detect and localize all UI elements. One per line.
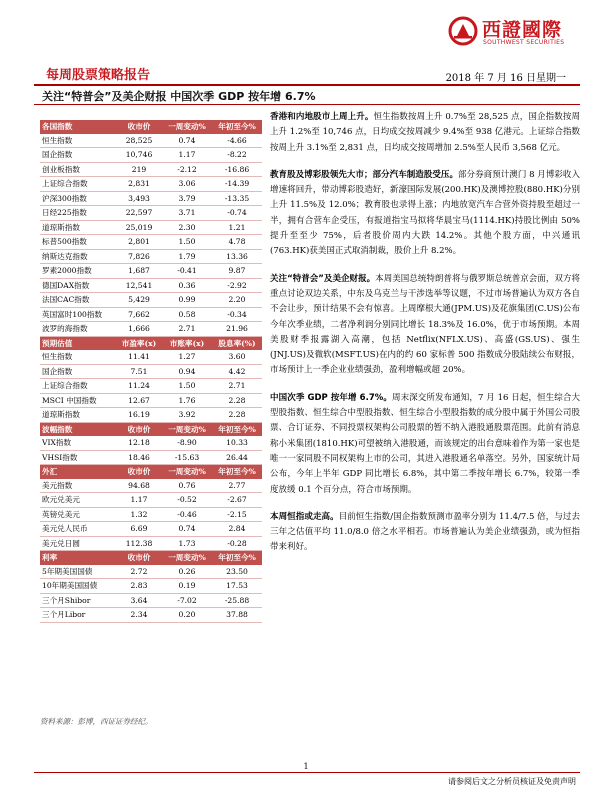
cell-value: 12.67 bbox=[116, 393, 162, 408]
paragraph-sector-moves bbox=[270, 168, 580, 260]
cell-value: 12,541 bbox=[116, 278, 162, 293]
table-row bbox=[40, 493, 262, 508]
report-name: 每周股票策略报告 bbox=[46, 68, 151, 83]
table-row bbox=[40, 206, 262, 221]
cell-value: 2.30 bbox=[162, 220, 212, 235]
table-row bbox=[40, 565, 262, 579]
cell-value: 0.58 bbox=[162, 307, 212, 322]
row-label: 三个月Libor bbox=[40, 608, 116, 623]
row-label: 上证综合指数 bbox=[40, 177, 116, 192]
cell-value: 2.77 bbox=[212, 479, 262, 493]
paragraph-body: 目前恒生指数/国企指数预测市盈率分别为 11.4/7.5 倍，与过去三年之估值平均 11.0/8.0 倍之水平相若。市场普遍认为美企业绩强劲，或为恒指带来利好。 bbox=[270, 511, 580, 553]
paragraph-title: 香港和内地股市上周上升。 bbox=[270, 112, 374, 122]
report-date: 2018 年 7 月 16 日星期一 bbox=[445, 73, 566, 84]
cell-value: 2.34 bbox=[116, 608, 162, 623]
row-label: 纳斯达克指数 bbox=[40, 249, 116, 264]
table-row bbox=[40, 278, 262, 293]
page-number: 1 bbox=[303, 762, 309, 771]
row-label: 英国富时100指数 bbox=[40, 307, 116, 322]
row-label: MSCI 中国指数 bbox=[40, 393, 116, 408]
cell-value: 0.99 bbox=[162, 293, 212, 308]
cell-value: 3.60 bbox=[212, 350, 262, 364]
column-header: 市账率(x) bbox=[162, 336, 212, 350]
cell-value: 10.33 bbox=[212, 436, 262, 450]
cell-value: 2.28 bbox=[212, 393, 262, 408]
table-section-header bbox=[40, 120, 262, 134]
cell-value: 1.73 bbox=[162, 536, 212, 551]
cell-value: 2.71 bbox=[162, 322, 212, 337]
table-row bbox=[40, 408, 262, 423]
cell-value: 7,826 bbox=[116, 249, 162, 264]
cell-value: 2.28 bbox=[212, 408, 262, 423]
cell-value: 4.78 bbox=[212, 235, 262, 250]
cell-value: -0.52 bbox=[162, 493, 212, 508]
paragraph-title: 关注“特普会”及美企财报。 bbox=[270, 273, 376, 284]
cell-value: -15.63 bbox=[162, 450, 212, 465]
cell-value: 11.24 bbox=[116, 379, 162, 394]
table-row bbox=[40, 608, 262, 623]
cell-value: 2,831 bbox=[116, 177, 162, 192]
paragraph-market-overview bbox=[270, 110, 580, 156]
cell-value: 0.94 bbox=[162, 364, 212, 379]
cell-value: 21.96 bbox=[212, 322, 262, 337]
cell-value: 1.17 bbox=[116, 493, 162, 508]
headline-rule bbox=[34, 104, 580, 105]
row-label: 创业板指数 bbox=[40, 162, 116, 177]
cell-value: 1.79 bbox=[162, 249, 212, 264]
cell-value: 28,525 bbox=[116, 134, 162, 148]
footer-rule bbox=[34, 772, 580, 773]
cell-value: 18.46 bbox=[116, 450, 162, 465]
cell-value: 0.20 bbox=[162, 608, 212, 623]
paragraph-body: 恒生指数按周上升 0.7%至 28,525 点，国企指数按周上升 1.2%至 10,746 点，日均成交按周减少 9.4%至 938 亿港元。上证综合指数按周上升 3.1%至 2,831 点，日均成交按周增加 2.5%至人民币 3,568 亿元。 bbox=[270, 112, 580, 153]
cell-value: -25.88 bbox=[212, 593, 262, 608]
table-row bbox=[40, 522, 262, 537]
cell-value: 11.41 bbox=[116, 350, 162, 364]
cell-value: 0.74 bbox=[162, 522, 212, 537]
cell-value: 10,746 bbox=[116, 148, 162, 163]
cell-value: 0.76 bbox=[162, 479, 212, 493]
paragraph-summit-earnings bbox=[270, 272, 580, 379]
table-section-header bbox=[40, 551, 262, 565]
table-row bbox=[40, 479, 262, 493]
row-label: 三个月Shibor bbox=[40, 593, 116, 608]
row-label: VIX指数 bbox=[40, 436, 116, 450]
table-row bbox=[40, 507, 262, 522]
brand-name-cn: 西證國際 bbox=[482, 19, 563, 41]
table-row bbox=[40, 235, 262, 250]
paragraph-body: 部分券商预计澳门 8 月博彩收入增速将回升，带动博彩股造好，新濠国际发展(200.HK)及澳博控股(880.HK)分别上升 11.5%及 12.0%；教育股也录得上涨；内地放宽汽车合营外资持股至超过一半，拥有合营车企受压，有报道指宝马拟将华晨宝马(1114.HK)持股比例由 50%提升至至少 75%，后者股价周内大跌 14.2%。其他个股方面，中兴通讯(763.HK)获美国正式取消制裁，股价上升 8.2%。 bbox=[270, 169, 580, 257]
row-label: 恒生指数 bbox=[40, 350, 116, 364]
cell-value: 1,687 bbox=[116, 264, 162, 279]
paragraph-outlook bbox=[270, 510, 580, 556]
column-header: 市盈率(x) bbox=[116, 336, 162, 350]
column-header: 年初至今% bbox=[212, 120, 262, 134]
table-row bbox=[40, 249, 262, 264]
cell-value: 2,801 bbox=[116, 235, 162, 250]
cell-value: 0.36 bbox=[162, 278, 212, 293]
row-label: 美元兑人民币 bbox=[40, 522, 116, 537]
cell-value: 3.92 bbox=[162, 408, 212, 423]
cell-value: 1.50 bbox=[162, 379, 212, 394]
column-header: 一周变动% bbox=[162, 422, 212, 436]
cell-value: -0.46 bbox=[162, 507, 212, 522]
cell-value: 1,666 bbox=[116, 322, 162, 337]
row-label: 国企指数 bbox=[40, 364, 116, 379]
cell-value: 2.71 bbox=[212, 379, 262, 394]
table-row bbox=[40, 322, 262, 337]
cell-value: 17.53 bbox=[212, 579, 262, 594]
cell-value: -16.86 bbox=[212, 162, 262, 177]
cell-value: 5,429 bbox=[116, 293, 162, 308]
cell-value: 3.64 bbox=[116, 593, 162, 608]
table-row bbox=[40, 593, 262, 608]
cell-value: 25,019 bbox=[116, 220, 162, 235]
row-label: 国企指数 bbox=[40, 148, 116, 163]
row-label: 标普500指数 bbox=[40, 235, 116, 250]
cell-value: 7,662 bbox=[116, 307, 162, 322]
table-row bbox=[40, 134, 262, 148]
table-row bbox=[40, 436, 262, 450]
row-label: 道琼斯指数 bbox=[40, 220, 116, 235]
cell-value: 1.21 bbox=[212, 220, 262, 235]
cell-value: 3,493 bbox=[116, 191, 162, 206]
column-header: 一周变动% bbox=[162, 120, 212, 134]
cell-value: 0.26 bbox=[162, 565, 212, 579]
table-row bbox=[40, 350, 262, 364]
column-header: 收市价 bbox=[116, 120, 162, 134]
cell-value: 3.79 bbox=[162, 191, 212, 206]
column-header: 收市价 bbox=[116, 465, 162, 479]
cell-value: 1.76 bbox=[162, 393, 212, 408]
market-data-table bbox=[40, 120, 262, 623]
table-row bbox=[40, 264, 262, 279]
paragraph-china-gdp bbox=[270, 391, 580, 498]
column-header: 利率 bbox=[40, 551, 116, 565]
table-section-header bbox=[40, 422, 262, 436]
column-header: 年初至今% bbox=[212, 551, 262, 565]
cell-value: 94.68 bbox=[116, 479, 162, 493]
table-row bbox=[40, 293, 262, 308]
paragraph-title: 本周恒指或走高。 bbox=[270, 511, 339, 522]
cell-value: 9.87 bbox=[212, 264, 262, 279]
table-source-note: 资料来源：彭博，西证证券经纪。 bbox=[40, 717, 153, 726]
cell-value: 1.27 bbox=[162, 350, 212, 364]
cell-value: 2.20 bbox=[212, 293, 262, 308]
cell-value: 23.50 bbox=[212, 565, 262, 579]
column-header: 股息率(%) bbox=[212, 336, 262, 350]
row-label: 美元指数 bbox=[40, 479, 116, 493]
column-header: 一周变动% bbox=[162, 465, 212, 479]
cell-value: -0.74 bbox=[212, 206, 262, 221]
commentary-column bbox=[270, 110, 580, 568]
table-row bbox=[40, 379, 262, 394]
column-header: 一周变动% bbox=[162, 551, 212, 565]
table-row bbox=[40, 162, 262, 177]
report-headline: 关注“特普会”及美企财报 中国次季 GDP 按年增 6.7% bbox=[42, 90, 316, 103]
cell-value: -4.66 bbox=[212, 134, 262, 148]
cell-value: 6.69 bbox=[116, 522, 162, 537]
table-row bbox=[40, 307, 262, 322]
cell-value: 7.51 bbox=[116, 364, 162, 379]
cell-value: -2.12 bbox=[162, 162, 212, 177]
column-header: 收市价 bbox=[116, 551, 162, 565]
paragraph-body: 本周美国总统特朗普将与俄罗斯总统普京会面，双方将重点讨论双边关系，中东及乌克兰与干涉选举等议题，不过市场普遍认为双方各自不会让步，预计结果不会有惊喜。上周摩根大通(JPM.US)及花旗集团(C.US)公布今年次季业绩，二者净利润分别同比增长 18.3%及 16.0%，优于市场预期。本周美股财季报露湖入高潮，包括 Netflix(NFLX.US)、高盛(GS.US)、强生(JNJ.US)及微软(MSFT.US)在内的约 60 家标普 500 指数成分股陆续公布财报，市场预计上一季企业业绩强劲，盈利增幅或超 20%。 bbox=[270, 273, 580, 376]
company-logo bbox=[448, 14, 598, 54]
cell-value: 0.19 bbox=[162, 579, 212, 594]
row-label: 波罗的海指数 bbox=[40, 322, 116, 337]
cell-value: -14.39 bbox=[212, 177, 262, 192]
table-row bbox=[40, 220, 262, 235]
cell-value: 22,597 bbox=[116, 206, 162, 221]
table-row bbox=[40, 148, 262, 163]
column-header: 年初至今% bbox=[212, 465, 262, 479]
cell-value: 3.71 bbox=[162, 206, 212, 221]
cell-value: 12.18 bbox=[116, 436, 162, 450]
row-label: 欧元兑美元 bbox=[40, 493, 116, 508]
row-label: 10年期美国国债 bbox=[40, 579, 116, 594]
cell-value: -7.02 bbox=[162, 593, 212, 608]
row-label: VHSI指数 bbox=[40, 450, 116, 465]
cell-value: 112.38 bbox=[116, 536, 162, 551]
cell-value: 1.17 bbox=[162, 148, 212, 163]
table-row bbox=[40, 450, 262, 465]
cell-value: 2.83 bbox=[116, 579, 162, 594]
cell-value: 219 bbox=[116, 162, 162, 177]
row-label: 法国CAC指数 bbox=[40, 293, 116, 308]
paragraph-title: 教育股及博彩股领先大市；部分汽车制造股受压。 bbox=[270, 169, 459, 180]
cell-value: 26.44 bbox=[212, 450, 262, 465]
cell-value: 1.32 bbox=[116, 507, 162, 522]
cell-value: -0.41 bbox=[162, 264, 212, 279]
column-header: 预期估值 bbox=[40, 336, 116, 350]
cell-value: -2.92 bbox=[212, 278, 262, 293]
row-label: 上证综合指数 bbox=[40, 379, 116, 394]
cell-value: -0.28 bbox=[212, 536, 262, 551]
table-row bbox=[40, 191, 262, 206]
table-row bbox=[40, 177, 262, 192]
cell-value: 4.42 bbox=[212, 364, 262, 379]
logo-mark-icon bbox=[448, 16, 478, 46]
table-section-header bbox=[40, 465, 262, 479]
table-row bbox=[40, 536, 262, 551]
column-header: 外汇 bbox=[40, 465, 116, 479]
row-label: 日经225指数 bbox=[40, 206, 116, 221]
brand-name-en: SOUTHWEST SECURITIES bbox=[483, 39, 565, 46]
cell-value: 2.84 bbox=[212, 522, 262, 537]
cell-value: -2.15 bbox=[212, 507, 262, 522]
column-header: 年初至今% bbox=[212, 422, 262, 436]
row-label: 沪深300指数 bbox=[40, 191, 116, 206]
cell-value: 1.50 bbox=[162, 235, 212, 250]
table-row bbox=[40, 579, 262, 594]
row-label: 道琼斯指数 bbox=[40, 408, 116, 423]
cell-value: -13.35 bbox=[212, 191, 262, 206]
cell-value: 3.06 bbox=[162, 177, 212, 192]
cell-value: -8.22 bbox=[212, 148, 262, 163]
row-label: 英镑兑美元 bbox=[40, 507, 116, 522]
disclaimer-note: 请参阅后文之分析员核证及免责声明 bbox=[448, 777, 576, 786]
cell-value: 16.19 bbox=[116, 408, 162, 423]
table-row bbox=[40, 393, 262, 408]
row-label: 罗素2000指数 bbox=[40, 264, 116, 279]
paragraph-title: 中国次季 GDP 按年增 6.7%。 bbox=[270, 392, 392, 403]
cell-value: 13.36 bbox=[212, 249, 262, 264]
column-header: 波幅指数 bbox=[40, 422, 116, 436]
paragraph-body: 周末深交所发布通知，7 月 16 日起，恒生综合大型股指数、恒生综合中型股指数、恒生综合小型股指数的成分股中属于外国公司股票、合订证券、不同投票权架构公司股票的暂不纳入港股通股票范围。此前有消息称小米集团(1810.HK)可望被纳入港股通，而该规定的出台意味着作为第一家也是唯一一家同股不同权架构上市的公司，其进入港股通名单落空。另外，国家统计局公布，今年上半年 GDP 同比增长 6.8%，其中第二季按年增长 6.7%，较第一季度放缓 0.1 个百分点，符合市场预期。 bbox=[270, 392, 580, 495]
row-label: 5年期美国国债 bbox=[40, 565, 116, 579]
cell-value: 0.74 bbox=[162, 134, 212, 148]
column-header: 各国指数 bbox=[40, 120, 116, 134]
cell-value: -8.90 bbox=[162, 436, 212, 450]
table-section-header bbox=[40, 336, 262, 350]
cell-value: -0.34 bbox=[212, 307, 262, 322]
cell-value: 37.88 bbox=[212, 608, 262, 623]
row-label: 美元兑日圆 bbox=[40, 536, 116, 551]
row-label: 德国DAX指数 bbox=[40, 278, 116, 293]
row-label: 恒生指数 bbox=[40, 134, 116, 148]
header-rule bbox=[34, 84, 580, 86]
column-header: 收市价 bbox=[116, 422, 162, 436]
cell-value: 2.72 bbox=[116, 565, 162, 579]
table-row bbox=[40, 364, 262, 379]
cell-value: -2.67 bbox=[212, 493, 262, 508]
